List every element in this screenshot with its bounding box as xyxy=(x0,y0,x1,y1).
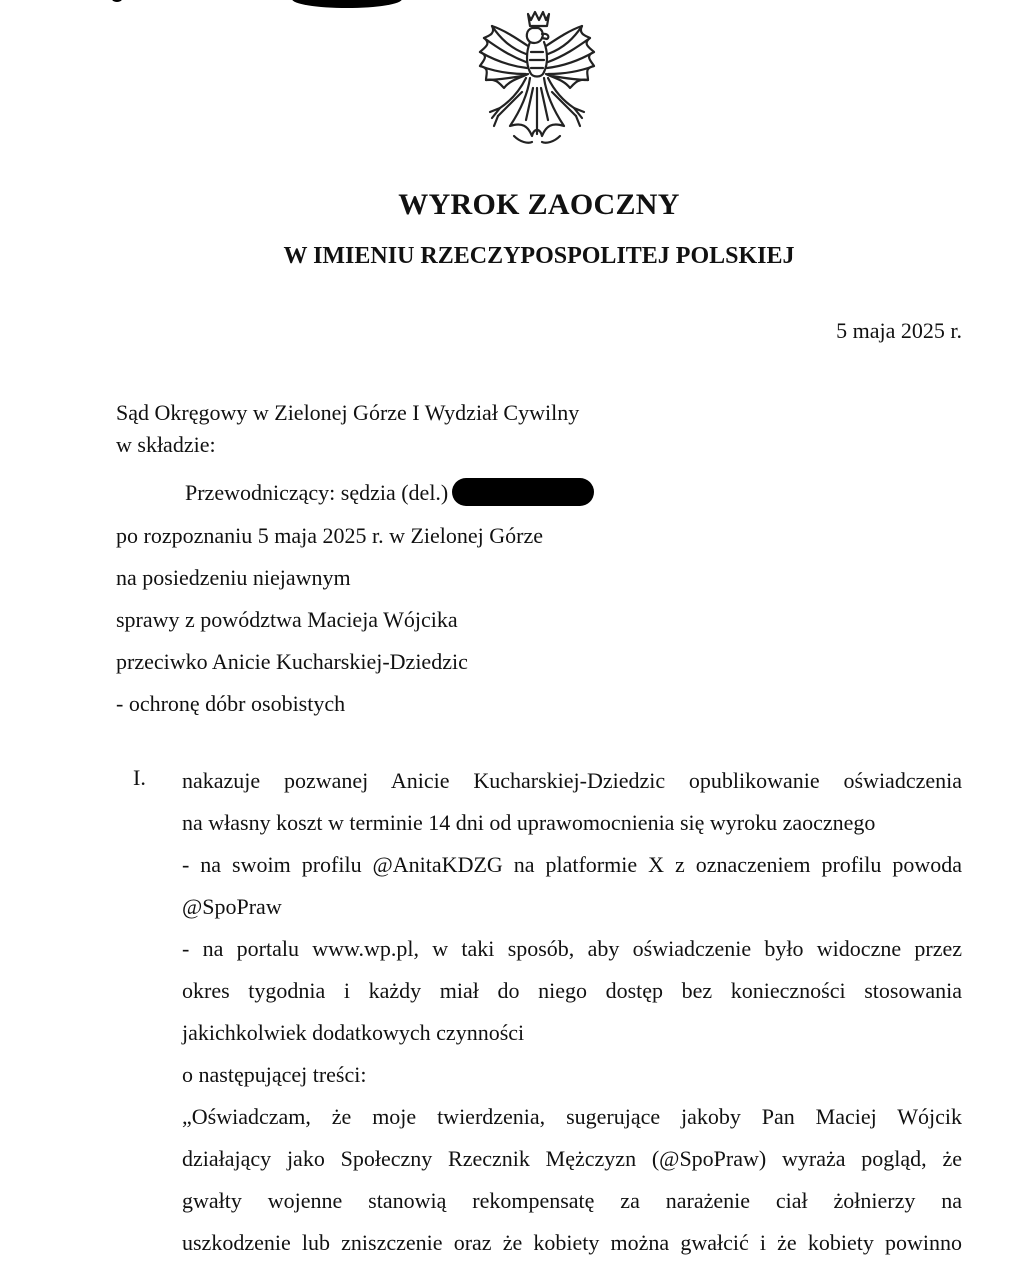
ruling-line: okres tygodnia i każdy miał do niego dostęp bez konieczności stosowania xyxy=(182,978,962,1003)
plaintiff-info: sprawy z powództwa Macieja Wójcika xyxy=(116,607,458,632)
ruling-point-body xyxy=(182,760,962,1264)
document-title: WYROK ZAOCZNY xyxy=(398,188,680,221)
ruling-line: o następującej treści: xyxy=(182,1062,367,1087)
ruling-line: działający jako Społeczny Rzecznik Mężczyzn (@SpoPraw) wyraża pogląd, że xyxy=(182,1146,962,1171)
ruling-line: nakazuje pozwanej Anicie Kucharskiej-Dziedzic opublikowanie oświadczenia xyxy=(182,768,962,793)
redaction-mark-small xyxy=(112,0,122,2)
presiding-judge xyxy=(185,478,594,506)
judgment-date: 5 maja 2025 r. xyxy=(836,318,962,343)
polish-eagle-emblem-icon xyxy=(470,8,604,152)
case-subject: - ochronę dóbr osobistych xyxy=(116,691,346,716)
defendant-info: przeciwko Anicie Kucharskiej-Dziedzic xyxy=(116,649,468,674)
court-name: Sąd Okręgowy w Zielonej Górze I Wydział Cywilny xyxy=(116,400,580,425)
court-composition: w składzie: xyxy=(116,432,216,457)
ruling-line: - na portalu www.wp.pl, w taki sposób, aby oświadczenie było widoczne przez xyxy=(182,936,962,961)
document-subtitle: W IMIENIU RZECZYPOSPOLITEJ POLSKIEJ xyxy=(283,243,795,269)
redaction-mark-top xyxy=(292,0,402,8)
ruling-line: uszkodzenie lub zniszczenie oraz że kobiety można gwałcić i że kobiety powinno xyxy=(182,1230,962,1255)
ruling-line: gwałty wojenne stanowią rekompensatę za narażenie ciał żołnierzy na xyxy=(182,1188,962,1213)
session-type: na posiedzeniu niejawnym xyxy=(116,565,351,590)
ruling-line: „Oświadczam, że moje twierdzenia, sugerujące jakoby Pan Maciej Wójcik xyxy=(182,1104,962,1129)
hearing-info: po rozpoznaniu 5 maja 2025 r. w Zielonej Górze xyxy=(116,523,544,548)
redaction-mark-judge xyxy=(452,478,594,506)
ruling-line: jakichkolwiek dodatkowych czynności xyxy=(182,1020,525,1045)
ruling-line: @SpoPraw xyxy=(182,894,282,919)
ruling-line: - na swoim profilu @AnitaKDZG na platformie X z oznaczeniem profilu powoda xyxy=(182,852,962,877)
ruling-line: na własny koszt w terminie 14 dni od uprawomocnienia się wyroku zaocznego xyxy=(182,810,876,835)
presiding-judge-label: Przewodniczący: sędzia (del.) xyxy=(185,480,449,505)
ruling-point-number: I. xyxy=(133,765,146,790)
